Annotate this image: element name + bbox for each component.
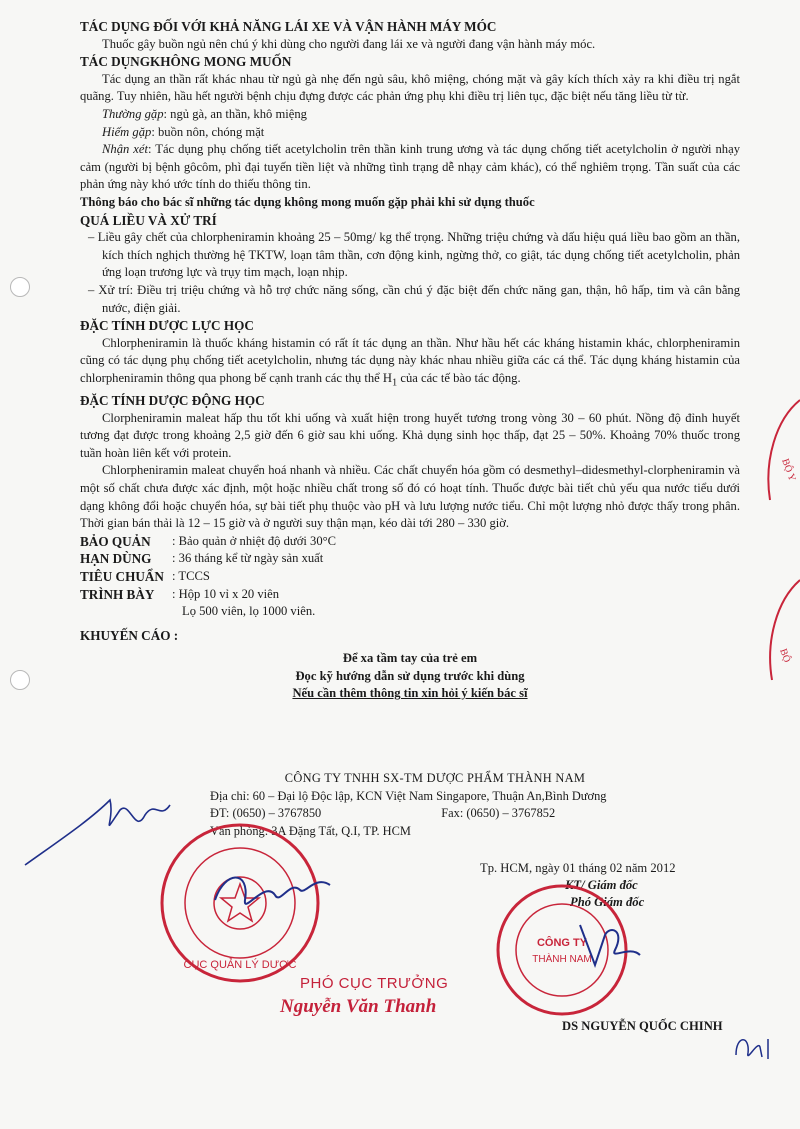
- driving-text: Thuốc gây buồn ngủ nên chú ý khi dùng cho người đang lái xe và người đang vận hành máy móc.: [102, 36, 596, 51]
- side-effects-text: Tác dụng an thần rất khác nhau từ ngủ gà nhẹ đến ngủ sâu, khô miệng, chóng mặt và gây kích thích xảy ra khi điều trị ngắt quãng. Tuy nhiên, hầu hết người bệnh chịu đựng được các phản ứng phụ khi điều trị liên tục, đặc biệt nếu tăng liều từ từ.: [80, 71, 740, 104]
- pharmacokinetics-p1: Clorpheniramin maleat hấp thu tốt khi uống và xuất hiện trong huyết tương trong vòng 30 – 60 phút. Nồng độ đỉnh huyết tương đạt được trong khoảng 2,5 giờ đến 6 giờ sau khi uống. Khả dụng sinh học thấp, đạt 25 – 50%. Khoảng 70% thuốc trong tuần hoàn liên kết với protein.: [80, 410, 740, 460]
- signer-name: DS NGUYỄN QUỐC CHINH: [562, 1019, 723, 1033]
- warning-line-2: Đọc kỹ hướng dẫn sử dụng trước khi dùng: [295, 668, 525, 683]
- company-phone-fax: ĐT: (0650) – 3767850 Fax: (0650) – 3767852: [210, 806, 556, 820]
- official-signature-block: [280, 975, 449, 1018]
- heading-driving: TÁC DỤNG ĐỐI VỚI KHẢ NĂNG LÁI XE VÀ VẬN HÀNH MÁY MÓC: [80, 19, 497, 34]
- svg-text:THÀNH NAM: THÀNH NAM: [532, 954, 592, 965]
- company-name: CÔNG TY TNHH SX-TM DƯỢC PHẨM THÀNH NAM: [284, 771, 586, 785]
- heading-warning: KHUYẾN CÁO :: [80, 627, 179, 643]
- standard-row: TIÊU CHUẨN : TCCS: [80, 568, 210, 584]
- common-effects: Thường gặp: ngủ gà, an thần, khô miệng: [102, 106, 307, 121]
- official-title: PHÓ CỤC TRƯỞNG: [300, 975, 449, 992]
- director-signature: [570, 905, 650, 985]
- svg-text:BỘ Y: BỘ Y: [779, 457, 798, 483]
- pharmacodynamics-text: Chlorpheniramin là thuốc kháng histamin có rất ít tác dụng an thần. Như hầu hết các kháng histamin khác, chlorpheniramin cũng có tác dụng phụ chống tiết acetylcholin, nhưng tác dụng này khác nhau nhiều giữa các cá thể. Tác dụng kháng histamin của chlorpheniramin thông qua phong bế cạnh tranh các thụ thể $H_1$ của các tế bào tác động.: [80, 335, 740, 389]
- official-name: Nguyễn Văn Thanh: [280, 996, 437, 1017]
- treatment-item: – Xử trí: Điều trị triệu chứng và hỗ trợ chức năng sống, cần chú ý đặc biệt đến chức năng gan, thận, hô hấp, tim và cân bằng nước, điện giải.: [88, 282, 740, 315]
- warning-line-1: Để xa tầm tay của trẻ em: [342, 651, 478, 666]
- signoff-role-2: Phó Giám đốc: [570, 895, 645, 909]
- handwritten-page-mark: [728, 1025, 778, 1065]
- expiry-row: HẠN DÙNG : 36 tháng kể từ ngày sản xuất: [80, 551, 324, 567]
- punch-hole: [10, 277, 30, 297]
- svg-text:CỤC QUẢN LÝ DƯỢC: CỤC QUẢN LÝ DƯỢC: [183, 959, 297, 971]
- packaging-row: TRÌNH BÀY : Hộp 10 vỉ x 20 viên: [80, 586, 280, 602]
- notice-doctor: Thông báo cho bác sĩ những tác dụng không mong muốn gặp phải khi sử dụng thuốc: [80, 194, 535, 209]
- heading-overdose: QUÁ LIỀU VÀ XỬ TRÍ: [80, 212, 217, 228]
- packaging-row-2: Lọ 500 viên, lọ 1000 viên.: [182, 604, 316, 619]
- storage-row: BẢO QUẢN : Bảo quản ở nhiệt độ dưới 30°C: [80, 533, 337, 549]
- heading-side-effects: TÁC DỤNGKHÔNG MONG MUỐN: [80, 54, 292, 70]
- company-office: Văn phòng: 3A Đặng Tất, Q.I, TP. HCM: [210, 823, 411, 838]
- heading-pharmacodynamics: ĐẶC TÍNH DƯỢC LỰC HỌC: [80, 318, 254, 334]
- main-text: [80, 18, 740, 703]
- svg-text:CÔNG TY: CÔNG TY: [536, 937, 588, 949]
- company-address: Địa chỉ: 60 – Đại lộ Độc lập, KCN Việt Nam Singapore, Thuận An,Bình Dương: [210, 788, 607, 803]
- rare-effects: Hiếm gặp: buồn nôn, chóng mặt: [102, 124, 265, 139]
- remark: Nhận xét: Tác dụng phụ chống tiết acetylcholin trên thần kinh trung ương và tác dụng chống tiết acetylcholin ở người nhạy cảm (người bị bệnh gôcôm, phì đại tuyến tiền liệt và những tình trạng dễ nhạy cảm khác), có thể nghiêm trọng. Tần suất của các phản ứng này khó ước tính do thiếu thông tin.: [80, 142, 740, 192]
- partial-stamp-right-edge: [760, 380, 800, 710]
- heading-pharmacokinetics: ĐẶC TÍNH DƯỢC ĐỘNG HỌC: [80, 392, 265, 408]
- punch-hole: [10, 670, 30, 690]
- warning-line-3: Nếu cần thêm thông tin xin hỏi ý kiến bác sĩ: [292, 686, 528, 701]
- signoff-role-1: KT/ Giám đốc: [565, 878, 638, 892]
- svg-text:BỘ: BỘ: [777, 647, 793, 665]
- signoff-date: Tp. HCM, ngày 01 tháng 02 năm 2012: [480, 861, 676, 875]
- overdose-item: – Liều gây chết của chlorpheniramin khoảng 25 – 50mg/ kg thể trọng. Những triệu chứng và dấu hiệu quá liều bao gồm an thần, kích thích nghịch thường hệ TKTW, loạn tâm thần, cơn động kinh, ngừng thở, co giật, tác dụng chống tiết acetylcholin, phản ứng loạn trương lực và trụy tim mạch, loạn nhịp.: [88, 230, 740, 280]
- official-signature: [205, 860, 345, 930]
- pharmacokinetics-p2: Chlorpheniramin maleat chuyển hoá nhanh và nhiều. Các chất chuyển hóa gồm có desmethyl–didesmethyl-clorpheniramin và một số chất chưa được xác định, một hoặc nhiều chất trong số đó có hoạt tính. Thuốc được bài tiết chủ yếu qua nước tiểu dưới dạng không đổi hoặc chuyển hóa, sự bài tiết phụ thuộc vào pH và lưu lượng nước tiểu. Chỉ một lượng nhỏ được thấy trong phân. Thời gian bán thải là 12 – 15 giờ và ở người suy thận mạn, kéo dài tới 280 – 330 giờ.: [80, 463, 740, 531]
